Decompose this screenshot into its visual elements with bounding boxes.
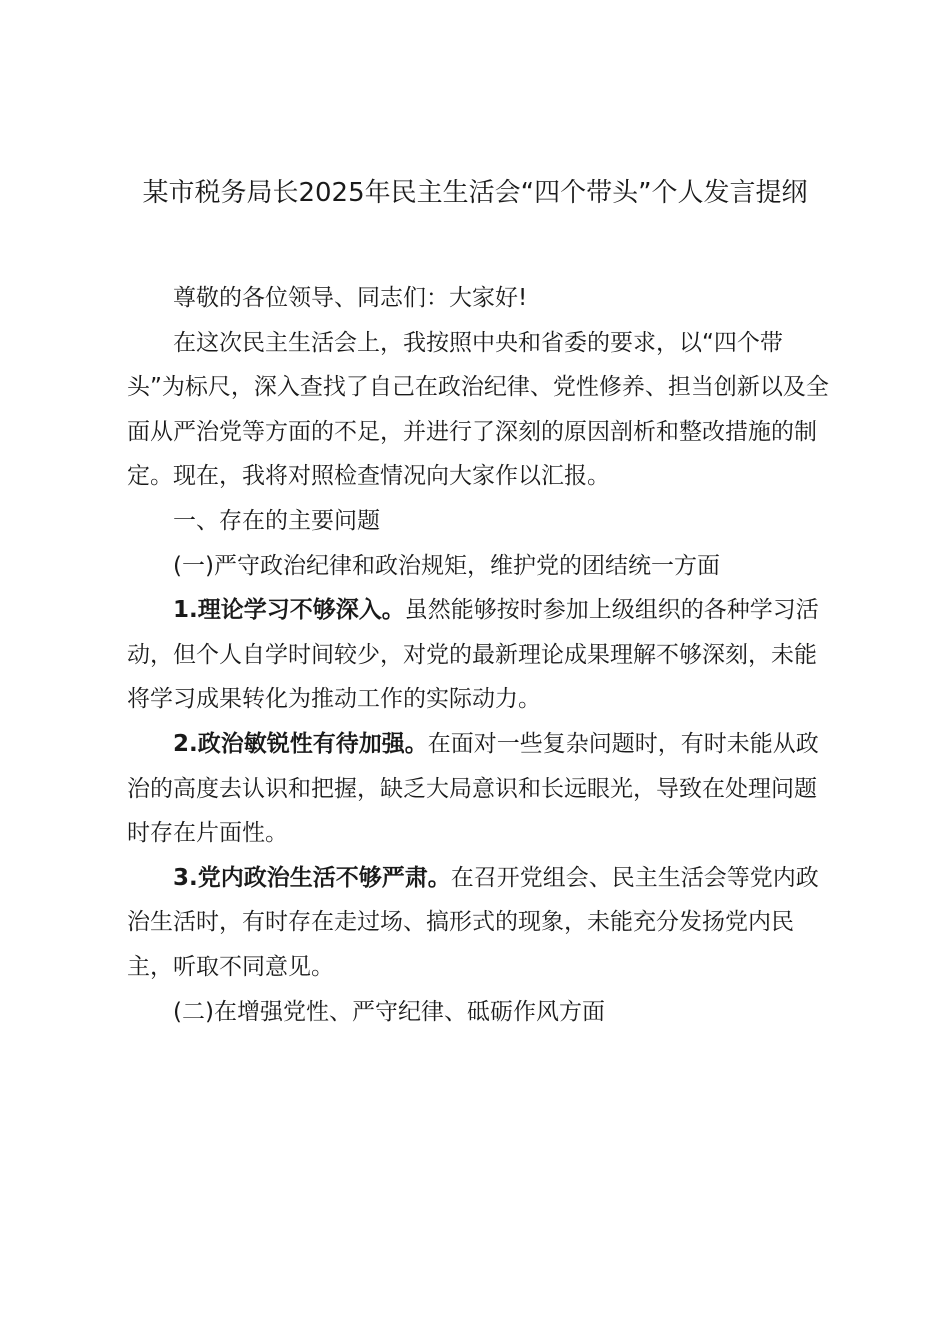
paragraph-text: 尊敬的各位领导、同志们：大家好!: [173, 285, 528, 311]
document-title: 某市税务局长2025年民主生活会“四个带头”个人发言提纲: [142, 178, 808, 208]
subsection-heading: [127, 990, 835, 1035]
subsection-heading: [127, 544, 835, 589]
issue-paragraph: [127, 722, 835, 856]
document-body: [127, 276, 835, 1034]
paragraph-text: 在面对一些复杂问题时，有时未能从政治的高度去认识和把握，缺乏大局意识和长远眼光，导致在处理问题时存在片面性。: [127, 730, 819, 847]
paragraph-text: 一、存在的主要问题: [173, 507, 380, 534]
paragraph-lead: 3.党内政治生活不够严肃。: [173, 864, 451, 891]
intro-paragraph: [127, 321, 835, 499]
paragraph-text: 在召开党组会、民主生活会等党内政治生活时，有时存在走过场、搞形式的现象，未能充分发扬党内民主，听取不同意见。: [127, 864, 819, 980]
paragraph-text: (二)在增强党性、严守纪律、砥砺作风方面: [173, 998, 605, 1025]
paragraph-lead: 1.理论学习不够深入。: [173, 597, 405, 624]
paragraph-lead: 2.政治敏锐性有待加强。: [173, 730, 428, 757]
paragraph-text: 虽然能够按时参加上级组织的各种学习活动，但个人自学时间较少，对党的最新理论成果理解不够深刻，未能将学习成果转化为推动工作的实际动力。: [127, 597, 819, 713]
issue-paragraph: [127, 856, 835, 990]
issue-paragraph: [127, 588, 835, 722]
paragraph-text: 在这次民主生活会上，我按照中央和省委的要求，以“四个带头”为标尺，深入查找了自己在政治纪律、党性修养、担当创新以及全面从严治党等方面的不足，并进行了深刻的原因剖析和整改措施的制定。现在，我将对照检查情况向大家作以汇报。: [127, 329, 829, 490]
paragraph-text: (一)严守政治纪律和政治规矩，维护党的团结统一方面: [173, 552, 720, 579]
section-heading: [127, 499, 835, 544]
greeting-paragraph: [127, 276, 835, 321]
